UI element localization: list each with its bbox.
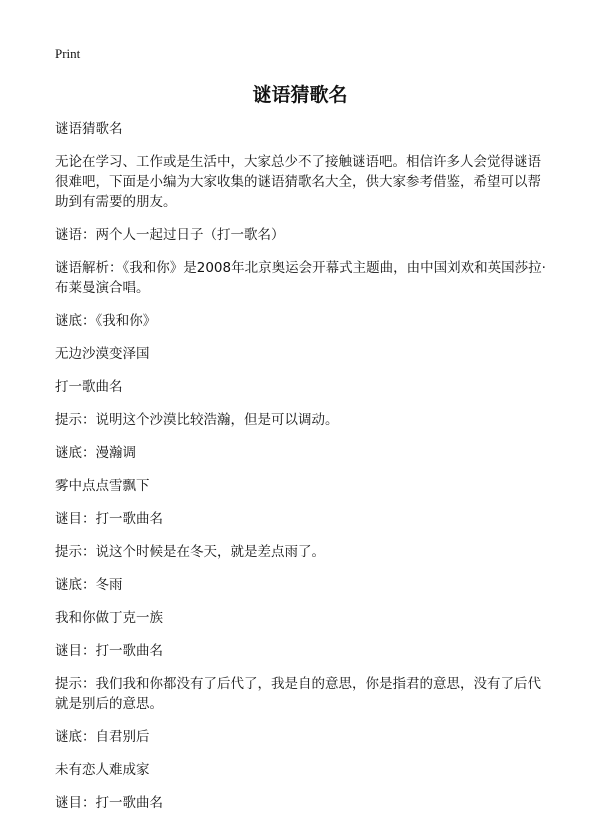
explanation-paragraph: 谜语解析：《我和你》是2008年北京奥运会开幕式主题曲，由中国刘欢和英国莎拉·布莱曼演合唱。 — [55, 260, 546, 296]
category-paragraph: 谜目：打一歌曲名 — [55, 511, 163, 527]
riddle-paragraph: 无边沙漠变泽国 — [55, 346, 150, 362]
article-body — [55, 119, 549, 826]
intro-paragraph: 无论在学习、工作或是生活中，大家总少不了接触谜语吧。相信许多人会觉得谜语很难吧，下面是小编为大家收集的谜语猜歌名大全，供大家参考借鉴，希望可以帮助到有需要的朋友。 — [55, 154, 541, 210]
answer-paragraph: 谜底：冬雨 — [55, 577, 123, 593]
riddle-paragraph: 雾中点点雪飘下 — [55, 478, 150, 494]
riddle-paragraph: 谜语：两个人一起过日子（打一歌名） — [55, 227, 285, 243]
category-paragraph: 谜目：打一歌曲名 — [55, 795, 163, 811]
riddle-paragraph: 我和你做丁克一族 — [55, 610, 163, 626]
answer-paragraph: 谜底：《我和你》 — [55, 313, 157, 329]
category-paragraph: 谜目：打一歌曲名 — [55, 643, 163, 659]
print-link[interactable]: Print — [55, 46, 81, 61]
riddle-paragraph: 未有恋人难成家 — [55, 762, 150, 778]
subtitle-paragraph: 谜语猜歌名 — [55, 121, 123, 137]
hint-paragraph: 提示：说明这个沙漠比较浩瀚，但是可以调动。 — [55, 412, 339, 428]
hint-paragraph: 提示：我们我和你都没有了后代了，我是自的意思，你是指君的意思，没有了后代就是别后的意思。 — [55, 676, 541, 712]
hint-paragraph: 提示：说这个时候是在冬天，就是差点雨了。 — [55, 544, 325, 560]
answer-paragraph: 谜底：自君别后 — [55, 729, 150, 745]
answer-paragraph: 谜底：漫瀚调 — [55, 445, 136, 461]
page-title: 谜语猜歌名 — [252, 84, 348, 106]
category-paragraph: 打一歌曲名 — [55, 379, 123, 395]
